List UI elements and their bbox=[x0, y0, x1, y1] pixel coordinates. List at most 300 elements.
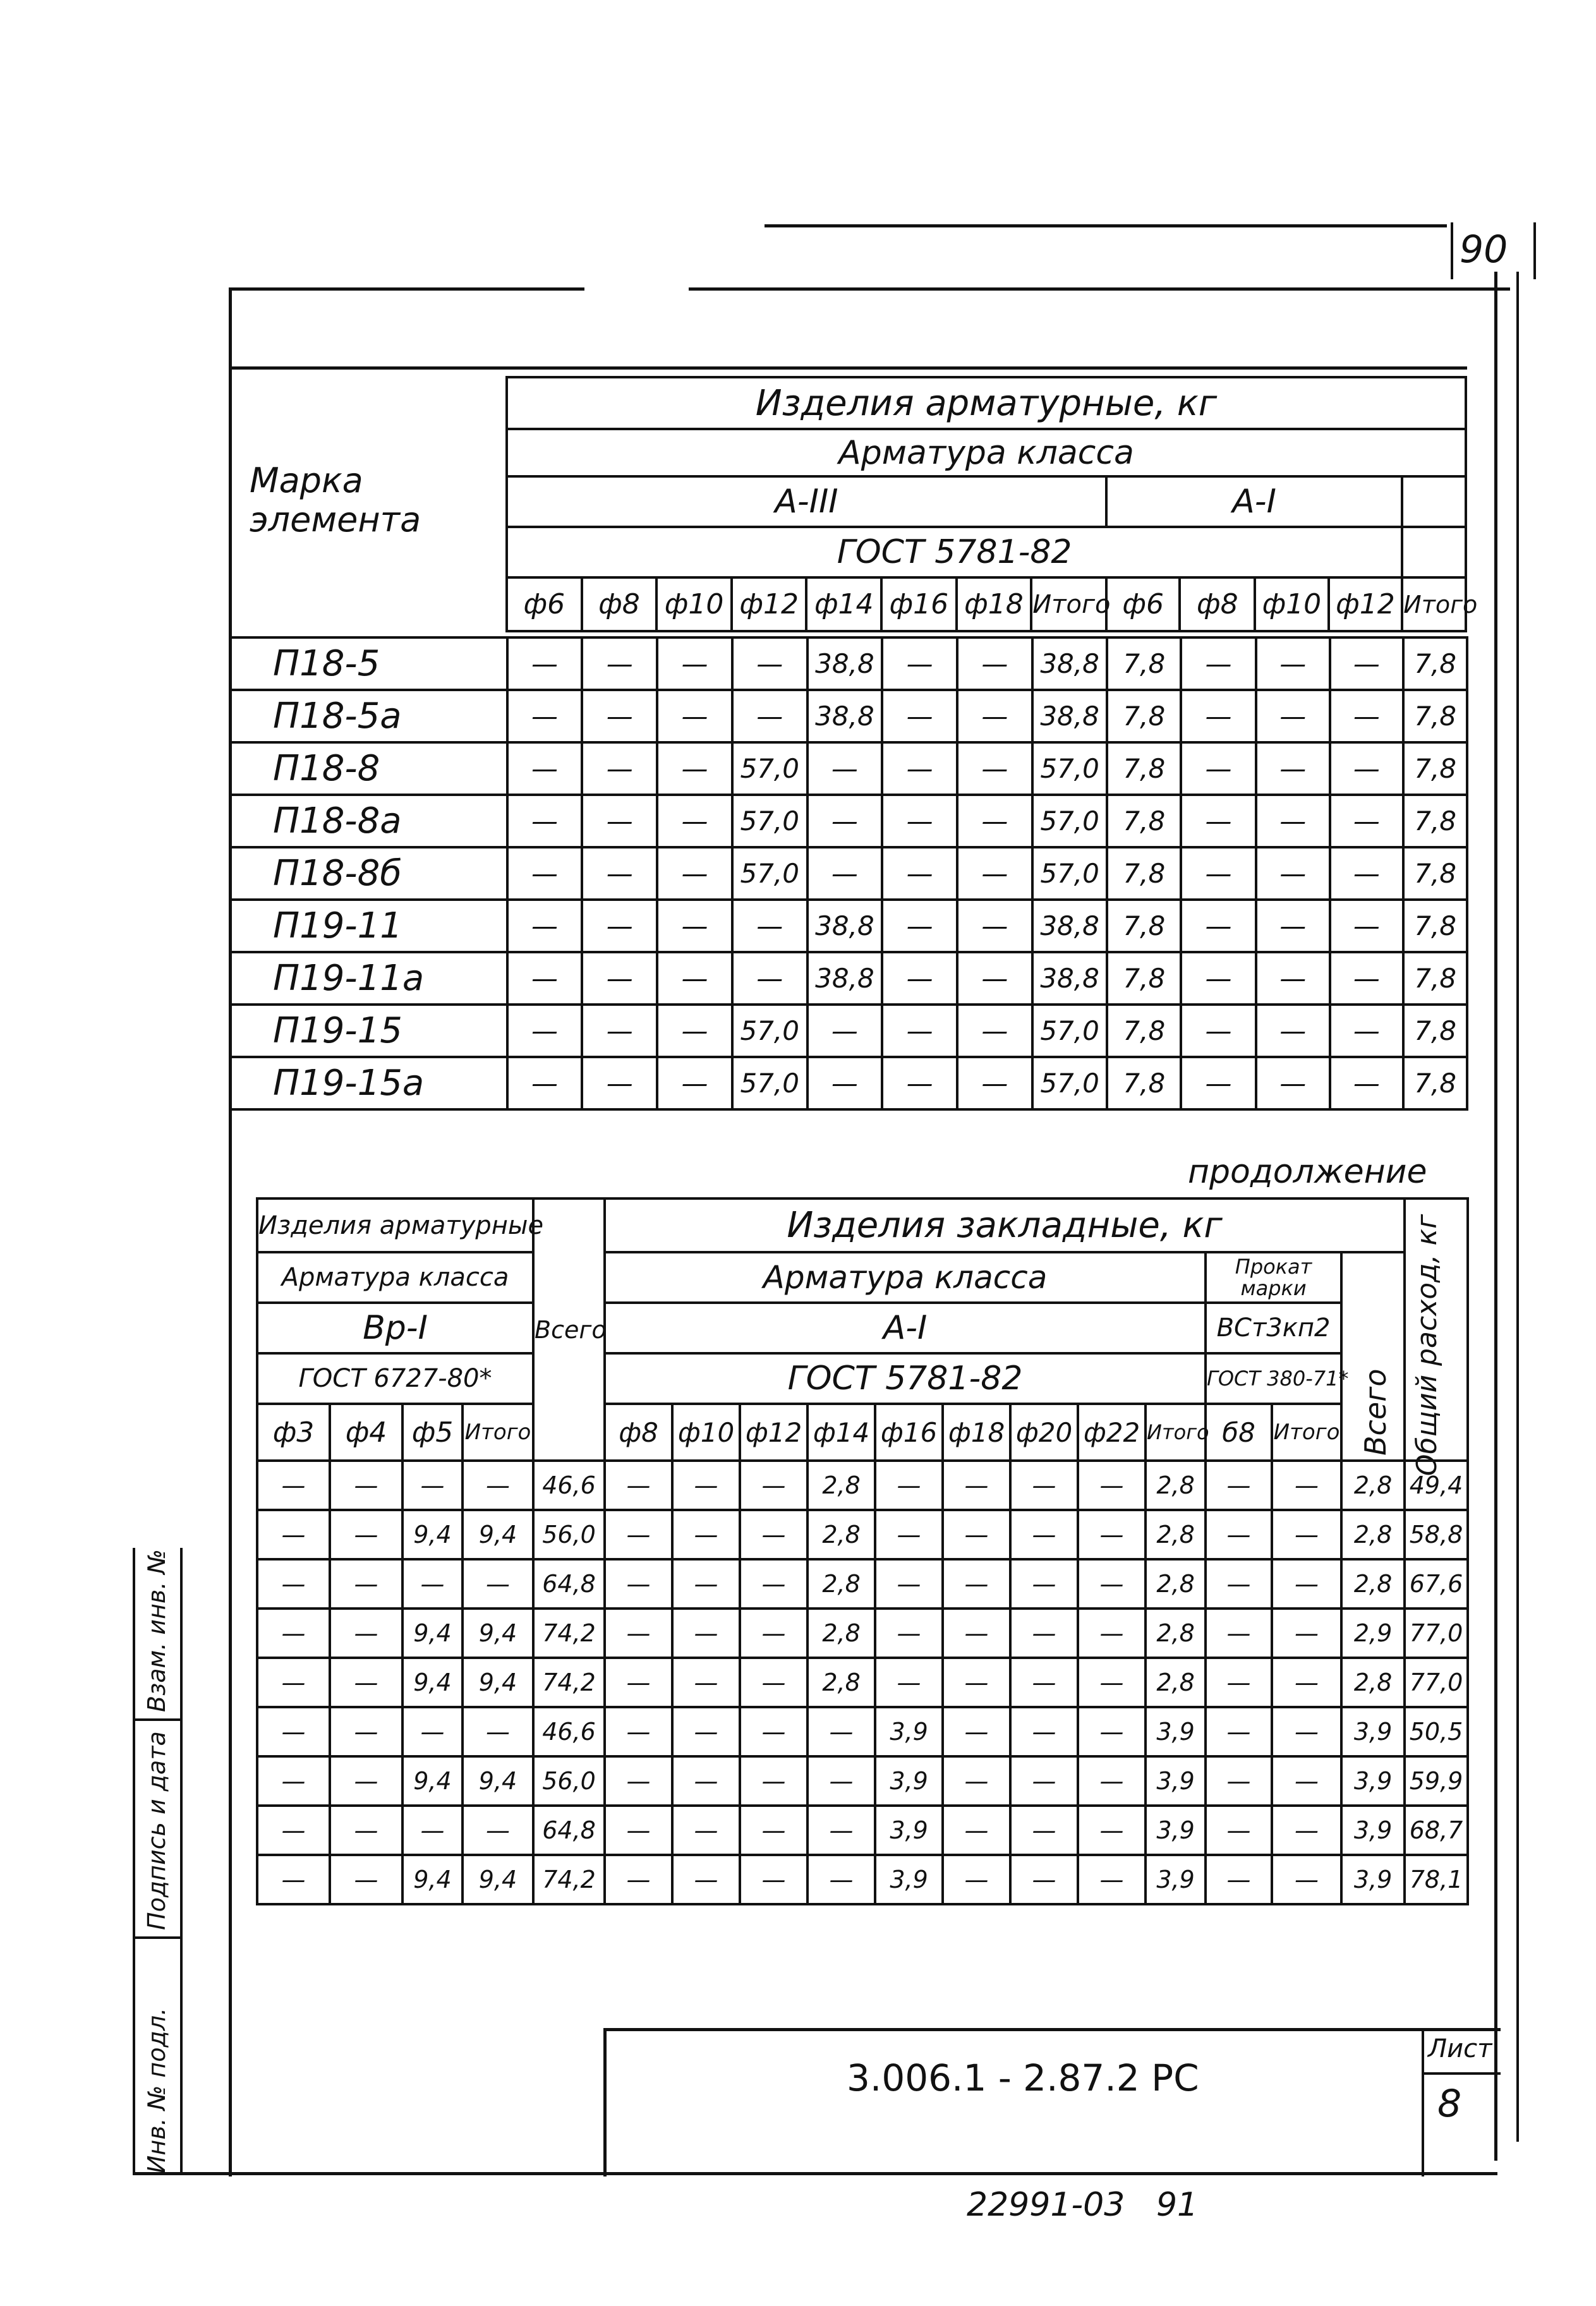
table-cell: 2,8 bbox=[1341, 1461, 1405, 1510]
table-row bbox=[257, 1461, 1468, 1510]
table-cell: 2,8 bbox=[807, 1658, 875, 1707]
element-mark: П19-15 bbox=[229, 1005, 507, 1057]
table-cell: — bbox=[957, 900, 1032, 952]
table-cell: — bbox=[943, 1658, 1010, 1707]
table-cell: — bbox=[1010, 1658, 1078, 1707]
table-cell: 3,9 bbox=[875, 1806, 943, 1855]
table-cell: — bbox=[740, 1806, 807, 1855]
bottom-col-header: Итого bbox=[1146, 1404, 1206, 1461]
bottom-col-header: ф3 bbox=[257, 1404, 330, 1461]
table-cell: 9,4 bbox=[402, 1658, 462, 1707]
frame-left-line bbox=[229, 287, 232, 2176]
table-cell: — bbox=[657, 847, 732, 900]
table-cell: — bbox=[672, 1756, 740, 1806]
table-cell: — bbox=[330, 1756, 402, 1806]
side-stamp-inv-no: Инв. № подл. bbox=[143, 2007, 171, 2173]
top-table-top-line bbox=[229, 366, 1467, 370]
table-cell: 2,9 bbox=[1341, 1609, 1405, 1658]
table-cell: 2,8 bbox=[1146, 1510, 1206, 1559]
table-cell: 2,8 bbox=[1146, 1559, 1206, 1609]
table-cell: — bbox=[605, 1855, 672, 1904]
page-number-box-right bbox=[1533, 222, 1536, 279]
page-number-box-left bbox=[1451, 222, 1453, 279]
top-empty-cell-2 bbox=[1402, 527, 1466, 577]
top-col-header: ф6 bbox=[1106, 577, 1180, 631]
table-cell: 7,8 bbox=[1403, 1057, 1467, 1109]
side-stamp-replaced-inv: Взам. инв. № bbox=[143, 1548, 171, 1712]
table-cell: — bbox=[582, 1057, 657, 1109]
table-cell: — bbox=[957, 795, 1032, 847]
table-cell: — bbox=[657, 952, 732, 1005]
table-cell: — bbox=[257, 1756, 330, 1806]
table-cell: — bbox=[943, 1510, 1010, 1559]
table-cell: 2,8 bbox=[807, 1609, 875, 1658]
table-cell: 2,8 bbox=[1146, 1461, 1206, 1510]
table-cell: 74,2 bbox=[533, 1658, 605, 1707]
table-cell: 9,4 bbox=[462, 1609, 533, 1658]
element-mark: П18-8 bbox=[229, 742, 507, 795]
table-cell: — bbox=[330, 1707, 402, 1756]
bottom-class-bp1: Вр-I bbox=[257, 1303, 533, 1353]
table-cell: — bbox=[957, 952, 1032, 1005]
table-cell: — bbox=[1010, 1510, 1078, 1559]
table-cell: 57,0 bbox=[732, 742, 807, 795]
table-cell: — bbox=[807, 1057, 883, 1109]
table-cell: — bbox=[1272, 1510, 1341, 1559]
table-cell: 38,8 bbox=[807, 952, 883, 1005]
table-cell: — bbox=[672, 1609, 740, 1658]
table-cell: 7,8 bbox=[1107, 637, 1181, 690]
table-cell: — bbox=[582, 795, 657, 847]
bottom-armature-class: Арматура класса bbox=[257, 1252, 533, 1303]
table-cell: — bbox=[1330, 900, 1404, 952]
table-cell: 49,4 bbox=[1405, 1461, 1468, 1510]
table-cell: 38,8 bbox=[1032, 952, 1108, 1005]
table-cell: — bbox=[732, 690, 807, 742]
table-cell: 74,2 bbox=[533, 1609, 605, 1658]
table-cell: — bbox=[943, 1855, 1010, 1904]
table-cell: 7,8 bbox=[1403, 1005, 1467, 1057]
element-mark: П19-11а bbox=[229, 952, 507, 1005]
table-cell: 9,4 bbox=[462, 1510, 533, 1559]
table-cell: — bbox=[330, 1559, 402, 1609]
table-cell: 7,8 bbox=[1403, 690, 1467, 742]
table-cell: — bbox=[957, 742, 1032, 795]
table-cell: — bbox=[507, 1057, 583, 1109]
top-empty-cell bbox=[1402, 476, 1466, 527]
table-cell: — bbox=[1206, 1806, 1272, 1855]
top-col-header: ф10 bbox=[1255, 577, 1329, 631]
table-cell: — bbox=[943, 1756, 1010, 1806]
table-cell: — bbox=[1010, 1806, 1078, 1855]
table-cell: 7,8 bbox=[1107, 900, 1181, 952]
table-cell: — bbox=[1181, 637, 1256, 690]
table-row bbox=[257, 1609, 1468, 1658]
table-cell: — bbox=[943, 1806, 1010, 1855]
table-cell: 57,0 bbox=[1032, 847, 1108, 900]
table-cell: — bbox=[1181, 690, 1256, 742]
page-number: 90 bbox=[1460, 227, 1508, 272]
element-mark: П18-5а bbox=[229, 690, 507, 742]
table-cell: — bbox=[462, 1559, 533, 1609]
frame-top-line-right bbox=[765, 224, 1447, 227]
table-cell: — bbox=[507, 847, 583, 900]
table-cell: — bbox=[1206, 1559, 1272, 1609]
bottom-col-header: б8 bbox=[1206, 1404, 1272, 1461]
table-cell: — bbox=[507, 952, 583, 1005]
table-cell: — bbox=[1330, 1057, 1404, 1109]
element-mark: П18-8б bbox=[229, 847, 507, 900]
table-cell: 64,8 bbox=[533, 1559, 605, 1609]
table-cell: — bbox=[943, 1707, 1010, 1756]
table-cell: — bbox=[605, 1559, 672, 1609]
table-cell: 7,8 bbox=[1107, 1005, 1181, 1057]
table-cell: — bbox=[740, 1756, 807, 1806]
top-gost: ГОСТ 5781-82 bbox=[507, 527, 1402, 577]
table-cell: — bbox=[257, 1559, 330, 1609]
table-cell: 3,9 bbox=[1146, 1756, 1206, 1806]
table-row bbox=[229, 690, 1467, 742]
bottom-col-header: ф14 bbox=[807, 1404, 875, 1461]
table-row bbox=[257, 1559, 1468, 1609]
table-row bbox=[257, 1707, 1468, 1756]
table-cell: 58,8 bbox=[1405, 1510, 1468, 1559]
table-cell: — bbox=[1256, 900, 1330, 952]
table-cell: — bbox=[657, 1057, 732, 1109]
table-cell: — bbox=[657, 1005, 732, 1057]
table-cell: — bbox=[740, 1510, 807, 1559]
table-cell: — bbox=[943, 1609, 1010, 1658]
table-cell: — bbox=[882, 742, 957, 795]
table-cell: — bbox=[257, 1855, 330, 1904]
table-cell: — bbox=[1010, 1609, 1078, 1658]
table-cell: — bbox=[732, 637, 807, 690]
table-row bbox=[229, 637, 1467, 690]
table-cell: — bbox=[257, 1461, 330, 1510]
table-cell: — bbox=[732, 952, 807, 1005]
table-cell: — bbox=[882, 900, 957, 952]
table-cell: — bbox=[1010, 1559, 1078, 1609]
table-cell: 57,0 bbox=[732, 795, 807, 847]
table-cell: 38,8 bbox=[807, 637, 883, 690]
table-cell: — bbox=[507, 742, 583, 795]
bottom-table bbox=[256, 1197, 1469, 1905]
table-cell: — bbox=[1078, 1756, 1146, 1806]
table-cell: — bbox=[740, 1461, 807, 1510]
element-mark: П18-5 bbox=[229, 637, 507, 690]
top-col-header: ф8 bbox=[582, 577, 657, 631]
table-cell: — bbox=[582, 690, 657, 742]
table-cell: 38,8 bbox=[1032, 900, 1108, 952]
top-col-header: Итого bbox=[1402, 577, 1466, 631]
bottom-col-header: Итого bbox=[462, 1404, 533, 1461]
bottom-class-a1: A-I bbox=[605, 1303, 1206, 1353]
table-cell: — bbox=[462, 1707, 533, 1756]
table-cell: — bbox=[582, 900, 657, 952]
table-cell: — bbox=[882, 847, 957, 900]
continuation-label: продолжение bbox=[1188, 1153, 1427, 1191]
table-cell: — bbox=[582, 952, 657, 1005]
bottom-col-header: ф20 bbox=[1010, 1404, 1078, 1461]
table-cell: — bbox=[582, 637, 657, 690]
table-cell: — bbox=[672, 1806, 740, 1855]
bottom-col-header: ф18 bbox=[943, 1404, 1010, 1461]
table-row bbox=[257, 1855, 1468, 1904]
bottom-col-header: Итого bbox=[1272, 1404, 1341, 1461]
table-cell: — bbox=[875, 1658, 943, 1707]
table-cell: — bbox=[1256, 690, 1330, 742]
table-cell: — bbox=[582, 847, 657, 900]
table-cell: 9,4 bbox=[402, 1609, 462, 1658]
bottom-gost-380: ГОСТ 380-71* bbox=[1206, 1353, 1341, 1404]
table-cell: 74,2 bbox=[533, 1855, 605, 1904]
table-cell: 7,8 bbox=[1403, 637, 1467, 690]
table-cell: — bbox=[257, 1806, 330, 1855]
table-cell: — bbox=[672, 1510, 740, 1559]
overall-consumption-label: Общий расход, кг bbox=[1411, 1214, 1444, 1476]
table-cell: — bbox=[462, 1806, 533, 1855]
table-cell: — bbox=[882, 952, 957, 1005]
table-cell: — bbox=[1078, 1707, 1146, 1756]
table-cell: 9,4 bbox=[462, 1855, 533, 1904]
bottom-embedded-class: Арматура класса bbox=[605, 1252, 1206, 1303]
table-cell: 57,0 bbox=[1032, 795, 1108, 847]
table-cell: — bbox=[1272, 1707, 1341, 1756]
table-cell: — bbox=[1010, 1855, 1078, 1904]
table-cell: — bbox=[1181, 1057, 1256, 1109]
table-cell: — bbox=[657, 690, 732, 742]
table-cell: 57,0 bbox=[1032, 1005, 1108, 1057]
table-cell: — bbox=[943, 1461, 1010, 1510]
table-cell: 3,9 bbox=[1146, 1855, 1206, 1904]
table-cell: — bbox=[807, 1005, 883, 1057]
table-cell: 46,6 bbox=[533, 1461, 605, 1510]
table-cell: — bbox=[1206, 1855, 1272, 1904]
bottom-overall-header bbox=[1405, 1198, 1468, 1476]
table-cell: — bbox=[1078, 1609, 1146, 1658]
top-title: Изделия арматурные, кг bbox=[507, 377, 1466, 429]
table-cell: 3,9 bbox=[875, 1855, 943, 1904]
table-cell: 7,8 bbox=[1403, 795, 1467, 847]
table-cell: 9,4 bbox=[402, 1756, 462, 1806]
table-cell: — bbox=[1078, 1510, 1146, 1559]
table-row bbox=[229, 795, 1467, 847]
table-cell: — bbox=[672, 1707, 740, 1756]
table-cell: 2,8 bbox=[1341, 1559, 1405, 1609]
table-cell: — bbox=[605, 1658, 672, 1707]
table-cell: — bbox=[882, 1057, 957, 1109]
table-cell: — bbox=[330, 1658, 402, 1707]
table-cell: — bbox=[1272, 1461, 1341, 1510]
table-cell: 38,8 bbox=[807, 900, 883, 952]
top-col-header: ф12 bbox=[732, 577, 807, 631]
table-cell: — bbox=[507, 900, 583, 952]
top-col-header: ф16 bbox=[881, 577, 957, 631]
table-cell: — bbox=[1330, 742, 1404, 795]
table-cell: — bbox=[605, 1609, 672, 1658]
top-col-header: ф18 bbox=[957, 577, 1032, 631]
table-row bbox=[257, 1658, 1468, 1707]
table-cell: 77,0 bbox=[1405, 1609, 1468, 1658]
table-cell: — bbox=[507, 637, 583, 690]
table-cell: — bbox=[807, 795, 883, 847]
table-row bbox=[257, 1756, 1468, 1806]
frame-top-line-left bbox=[231, 287, 584, 291]
table-cell: — bbox=[657, 900, 732, 952]
table-cell: — bbox=[1272, 1609, 1341, 1658]
frame-right-line-outer bbox=[1516, 272, 1519, 2142]
table-cell: — bbox=[1181, 742, 1256, 795]
table-cell: — bbox=[330, 1510, 402, 1559]
table-row bbox=[229, 900, 1467, 952]
top-column-header-row bbox=[507, 577, 1466, 631]
table-cell: — bbox=[672, 1559, 740, 1609]
table-row bbox=[229, 1005, 1467, 1057]
bottom-rolled-steel: Прокат марки bbox=[1206, 1252, 1341, 1303]
table-cell: — bbox=[1078, 1855, 1146, 1904]
table-cell: — bbox=[1078, 1559, 1146, 1609]
table-cell: — bbox=[740, 1707, 807, 1756]
table-cell: 56,0 bbox=[533, 1510, 605, 1559]
table-cell: — bbox=[807, 1756, 875, 1806]
element-mark: П19-15а bbox=[229, 1057, 507, 1109]
table-cell: — bbox=[330, 1855, 402, 1904]
top-col-header: Итого bbox=[1031, 577, 1106, 631]
table-cell: — bbox=[875, 1559, 943, 1609]
table-cell: 2,8 bbox=[1341, 1510, 1405, 1559]
table-cell: — bbox=[1010, 1461, 1078, 1510]
table-cell: — bbox=[657, 637, 732, 690]
bottom-column-header-row bbox=[257, 1404, 1468, 1461]
table-cell: — bbox=[882, 1005, 957, 1057]
table-row bbox=[229, 1057, 1467, 1109]
table-cell: — bbox=[1010, 1756, 1078, 1806]
table-cell: — bbox=[882, 637, 957, 690]
table-cell: — bbox=[957, 637, 1032, 690]
table-cell: 2,8 bbox=[807, 1510, 875, 1559]
table-cell: 9,4 bbox=[402, 1510, 462, 1559]
table-cell: 57,0 bbox=[1032, 742, 1108, 795]
table-cell: — bbox=[330, 1461, 402, 1510]
bottom-armature-products: Изделия арматурные bbox=[257, 1198, 533, 1252]
bottom-total-header: Всего bbox=[533, 1198, 605, 1461]
table-cell: 7,8 bbox=[1107, 847, 1181, 900]
total-rot-label: Всего bbox=[1358, 1368, 1393, 1456]
table-cell: — bbox=[605, 1510, 672, 1559]
top-class-header: Арматура класса bbox=[507, 429, 1466, 476]
table-cell: 38,8 bbox=[1032, 637, 1108, 690]
table-cell: — bbox=[1206, 1510, 1272, 1559]
table-cell: — bbox=[462, 1461, 533, 1510]
bottom-steel-grade: ВСт3кп2 bbox=[1206, 1303, 1341, 1353]
frame-top-line-mid bbox=[689, 287, 1510, 291]
top-col-header: ф10 bbox=[656, 577, 732, 631]
table-cell: — bbox=[402, 1707, 462, 1756]
table-cell: 59,9 bbox=[1405, 1756, 1468, 1806]
table-cell: — bbox=[402, 1806, 462, 1855]
mark-element-header: Марка элемента bbox=[250, 461, 421, 540]
table-row bbox=[257, 1806, 1468, 1855]
table-cell: 68,7 bbox=[1405, 1806, 1468, 1855]
table-cell: — bbox=[1206, 1461, 1272, 1510]
table-cell: — bbox=[957, 847, 1032, 900]
table-cell: — bbox=[402, 1461, 462, 1510]
table-cell: — bbox=[740, 1658, 807, 1707]
table-cell: 7,8 bbox=[1107, 742, 1181, 795]
bottom-col-header: ф16 bbox=[875, 1404, 943, 1461]
table-cell: — bbox=[657, 795, 732, 847]
table-cell: 50,5 bbox=[1405, 1707, 1468, 1756]
top-class-a3: A-III bbox=[507, 476, 1106, 527]
table-cell: — bbox=[1256, 742, 1330, 795]
bottom-col-header: ф5 bbox=[402, 1404, 462, 1461]
table-cell: — bbox=[605, 1756, 672, 1806]
top-col-header: ф12 bbox=[1329, 577, 1403, 631]
table-cell: 3,9 bbox=[1341, 1855, 1405, 1904]
table-cell: 7,8 bbox=[1107, 952, 1181, 1005]
table-cell: — bbox=[605, 1461, 672, 1510]
table-cell: — bbox=[807, 1855, 875, 1904]
table-cell: 2,8 bbox=[1146, 1609, 1206, 1658]
table-cell: — bbox=[257, 1707, 330, 1756]
table-cell: — bbox=[1206, 1609, 1272, 1658]
element-mark: П19-11 bbox=[229, 900, 507, 952]
table-cell: — bbox=[1181, 795, 1256, 847]
table-cell: 77,0 bbox=[1405, 1658, 1468, 1707]
sheet-number: 8 bbox=[1437, 2082, 1462, 2126]
top-col-header: ф14 bbox=[806, 577, 881, 631]
table-cell: — bbox=[330, 1806, 402, 1855]
side-stamp bbox=[133, 1548, 227, 2173]
document-code: 3.006.1 - 2.87.2 РС bbox=[847, 2056, 1199, 2099]
table-cell: 7,8 bbox=[1403, 900, 1467, 952]
table-cell: — bbox=[957, 1005, 1032, 1057]
table-cell: — bbox=[740, 1855, 807, 1904]
table-cell: 9,4 bbox=[402, 1855, 462, 1904]
table-cell: — bbox=[1181, 900, 1256, 952]
table-cell: 3,9 bbox=[1146, 1707, 1206, 1756]
table-cell: — bbox=[740, 1609, 807, 1658]
table-cell: — bbox=[875, 1461, 943, 1510]
table-cell: — bbox=[807, 847, 883, 900]
table-cell: — bbox=[1272, 1855, 1341, 1904]
table-cell: — bbox=[1272, 1658, 1341, 1707]
table-cell: — bbox=[1272, 1559, 1341, 1609]
table-cell: 78,1 bbox=[1405, 1855, 1468, 1904]
table-cell: — bbox=[507, 1005, 583, 1057]
table-cell: — bbox=[1272, 1756, 1341, 1806]
table-row bbox=[229, 742, 1467, 795]
table-cell: — bbox=[807, 1707, 875, 1756]
table-cell: — bbox=[582, 1005, 657, 1057]
top-class-a1: A-I bbox=[1106, 476, 1402, 527]
table-cell: — bbox=[1330, 690, 1404, 742]
table-cell: — bbox=[957, 1057, 1032, 1109]
bottom-col-header: ф22 bbox=[1078, 1404, 1146, 1461]
table-cell: 2,8 bbox=[807, 1461, 875, 1510]
bottom-embedded-title: Изделия закладные, кг bbox=[605, 1198, 1405, 1252]
top-header-table bbox=[505, 376, 1478, 632]
frame-right-line bbox=[1494, 272, 1497, 2161]
table-cell: 2,8 bbox=[1146, 1658, 1206, 1707]
table-cell: — bbox=[1256, 1005, 1330, 1057]
table-cell: — bbox=[1078, 1806, 1146, 1855]
table-row bbox=[257, 1510, 1468, 1559]
table-cell: — bbox=[1078, 1658, 1146, 1707]
table-cell: — bbox=[672, 1658, 740, 1707]
table-cell: — bbox=[257, 1658, 330, 1707]
table-cell: — bbox=[330, 1609, 402, 1658]
